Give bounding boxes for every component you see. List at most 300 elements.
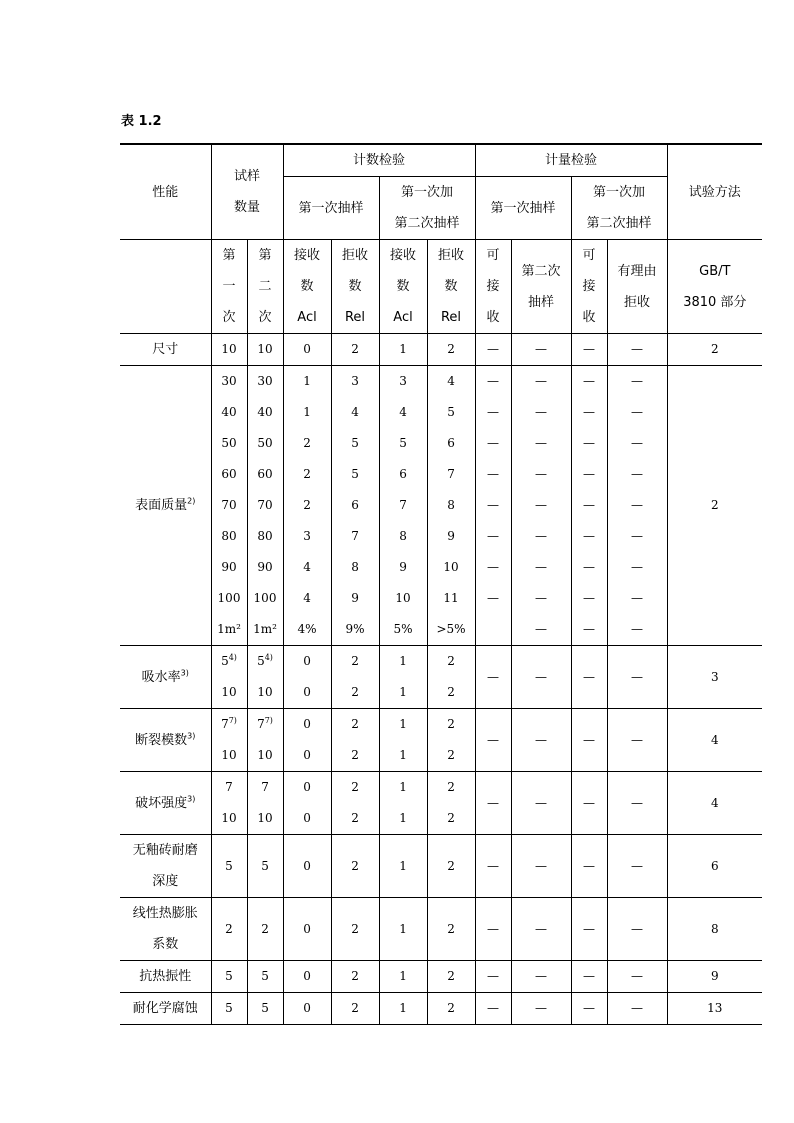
test-method-value [667, 709, 762, 772]
cell-text: 70 [221, 498, 237, 512]
cell-text: 5 [221, 654, 229, 668]
cell-text: 2 [710, 342, 719, 356]
table-cell [379, 521, 427, 552]
cell-line: 3810 部分 [683, 294, 747, 310]
table-cell [427, 677, 475, 709]
header-second-sampling [511, 240, 571, 334]
table-cell [571, 614, 607, 646]
table-cell [511, 552, 571, 583]
cell-text: 10 [221, 342, 237, 356]
table-cell [247, 835, 283, 898]
cell-text: — [487, 969, 500, 983]
cell-text: — [631, 374, 644, 388]
table-cell [607, 428, 667, 459]
table-cell [607, 521, 667, 552]
table-cell [331, 740, 379, 772]
table-cell [379, 490, 427, 521]
cell-line: 拒收 [624, 294, 651, 310]
cell-text: — [487, 858, 500, 873]
cell-text: 耐化学腐蚀 [132, 1001, 198, 1016]
cell-text: 2 [447, 717, 455, 731]
cell-line: Rel [440, 310, 462, 325]
cell-text: 0 [303, 921, 311, 936]
cell-text: — [535, 374, 548, 388]
cell-text: 1 [399, 342, 407, 356]
property-name [120, 835, 211, 898]
table-row [120, 709, 762, 741]
table-cell [247, 428, 283, 459]
cell-line: 接收 [390, 248, 417, 263]
table-cell [475, 334, 511, 366]
cell-text: — [487, 921, 500, 936]
cell-text: 2 [710, 498, 719, 512]
table-cell [283, 898, 331, 961]
table-cell [283, 583, 331, 614]
cell-text: 尺寸 [152, 342, 179, 357]
table-cell [331, 552, 379, 583]
table-cell [331, 521, 379, 552]
cell-text: — [535, 858, 548, 873]
table-cell [667, 835, 762, 898]
table-cell [120, 240, 211, 334]
table-cell [379, 366, 427, 398]
footnote-mark: 4) [228, 653, 237, 662]
table-cell [247, 397, 283, 428]
property-name [120, 898, 211, 961]
header-first-sampling [283, 177, 379, 240]
property-name [120, 709, 211, 772]
cell-text: 80 [257, 529, 273, 543]
cell-text: 2 [351, 780, 359, 794]
cell-text: 性能 [152, 184, 179, 200]
cell-line: 接 [582, 279, 596, 294]
cell-text: 80 [221, 529, 237, 543]
cell-text: — [487, 732, 500, 747]
table-cell [331, 709, 379, 741]
table-cell [475, 583, 511, 614]
table-cell [475, 898, 511, 961]
cell-line: 数 [444, 279, 458, 294]
table-cell [571, 961, 607, 993]
cell-text: 0 [303, 858, 311, 873]
cell-text: — [487, 560, 500, 574]
sampling-table [120, 143, 762, 1025]
table-cell [283, 961, 331, 993]
cell-text: 13 [707, 1001, 723, 1015]
cell-text: 5 [261, 1001, 269, 1015]
header-first-sampling [475, 177, 571, 240]
cell-text: 0 [303, 342, 311, 356]
cell-line: 第二次抽样 [394, 216, 460, 231]
table-cell [247, 366, 283, 398]
property-name [120, 646, 211, 709]
footnote-mark: 3) [180, 668, 189, 678]
table-cell [283, 490, 331, 521]
table-cell [511, 835, 571, 898]
table-cell [283, 614, 331, 646]
table-cell [247, 740, 283, 772]
cell-text: 0 [303, 780, 311, 794]
table-cell [247, 552, 283, 583]
cell-line: 数 [396, 279, 410, 294]
table-cell [331, 835, 379, 898]
cell-text: — [487, 342, 500, 356]
table-cell [331, 366, 379, 398]
table-row [120, 898, 762, 961]
cell-text: — [583, 374, 596, 388]
cell-text: 7 [261, 780, 269, 794]
table-cell [571, 521, 607, 552]
cell-text: 5 [257, 654, 265, 668]
cell-text: — [535, 467, 548, 481]
cell-text: 0 [303, 654, 311, 668]
table-cell [607, 646, 667, 709]
cell-line: 第二次 [521, 263, 561, 279]
cell-text: 90 [221, 560, 237, 574]
table-cell [211, 521, 247, 552]
cell-text: 4 [710, 795, 719, 810]
table-row [120, 397, 762, 428]
cell-text: 抗热振性 [139, 969, 192, 984]
table-cell [511, 898, 571, 961]
cell-line: 数量 [234, 200, 261, 215]
cell-text: 3 [351, 374, 359, 388]
cell-line: 第一次加 [401, 185, 454, 200]
cell-text: 0 [303, 717, 311, 731]
table-cell [475, 428, 511, 459]
table-cell [427, 552, 475, 583]
table-row [120, 144, 762, 177]
cell-text: 10 [257, 342, 273, 356]
table-cell [247, 772, 283, 804]
table-cell [211, 583, 247, 614]
table-cell [211, 740, 247, 772]
cell-text: — [535, 669, 548, 684]
cell-line: 数 [348, 279, 362, 294]
table-cell [247, 709, 283, 741]
cell-text: — [583, 732, 596, 747]
table-cell [475, 709, 511, 772]
cell-text: — [583, 1001, 596, 1015]
table-cell [427, 459, 475, 490]
cell-line: 可 [582, 248, 596, 263]
table-cell [379, 835, 427, 898]
table-cell [211, 898, 247, 961]
table-cell [211, 772, 247, 804]
cell-text: — [583, 342, 596, 356]
cell-text: >5% [436, 622, 466, 636]
header-first-plus-second [571, 177, 667, 240]
table-cell [331, 898, 379, 961]
header-sample-qty [211, 144, 283, 240]
cell-line: 拒收 [438, 248, 465, 263]
table-cell [379, 428, 427, 459]
footnote-mark: 2) [187, 496, 196, 506]
cell-text: 2 [351, 858, 359, 873]
cell-text: 100 [217, 591, 241, 605]
cell-text: 1 [399, 780, 407, 794]
cell-text: 9 [710, 969, 719, 983]
table-cell [571, 835, 607, 898]
table-cell [571, 772, 607, 835]
cell-text: — [487, 1001, 500, 1015]
table-cell [283, 677, 331, 709]
table-cell [331, 490, 379, 521]
table-cell [247, 521, 283, 552]
table-cell [211, 366, 247, 398]
table-cell [283, 428, 331, 459]
cell-text: — [487, 498, 500, 512]
cell-text: — [535, 560, 548, 574]
cell-text: 5 [225, 969, 233, 983]
cell-text: 9 [447, 529, 455, 543]
table-cell [283, 772, 331, 804]
cell-text: 2 [447, 654, 455, 668]
cell-text: 30 [221, 374, 237, 388]
cell-line: 无釉砖耐磨 [132, 843, 198, 858]
footnote-mark: 4) [264, 653, 273, 662]
cell-text: 1 [303, 405, 311, 419]
table-cell [211, 677, 247, 709]
cell-text: 5 [225, 1001, 233, 1015]
cell-text: — [631, 1001, 644, 1015]
cell-text: — [535, 795, 548, 810]
table-cell [607, 614, 667, 646]
table-cell [247, 993, 283, 1025]
cell-text: — [631, 669, 644, 684]
cell-text: 5 [261, 969, 269, 983]
table-cell [607, 993, 667, 1025]
cell-text: — [583, 498, 596, 512]
table-cell [379, 961, 427, 993]
table-cell [511, 397, 571, 428]
cell-text: 30 [257, 374, 273, 388]
table-row [120, 614, 762, 646]
table-cell [247, 490, 283, 521]
table-cell [667, 961, 762, 993]
cell-text: 2 [261, 921, 269, 936]
cell-text: 0 [303, 748, 311, 762]
cell-text: 试验方法 [688, 184, 741, 200]
table-cell [571, 490, 607, 521]
cell-line: 拒收 [342, 248, 369, 263]
table-row [120, 521, 762, 552]
table-cell [427, 521, 475, 552]
cell-text: 2 [303, 498, 311, 512]
table-cell [475, 993, 511, 1025]
table-cell [211, 961, 247, 993]
cell-text: — [487, 529, 500, 543]
cell-text: 6 [351, 498, 359, 512]
cell-text: 4 [399, 405, 407, 419]
cell-text: 1 [399, 1001, 407, 1015]
table-cell [283, 459, 331, 490]
table-cell [247, 614, 283, 646]
table-cell [331, 614, 379, 646]
cell-text: — [487, 591, 500, 605]
cell-line: Acl [297, 310, 317, 325]
cell-text: 6 [710, 858, 719, 873]
header-acceptable [475, 240, 511, 334]
header-reject-no [427, 240, 475, 334]
header-measure-inspection [475, 144, 667, 177]
cell-text: — [535, 921, 548, 936]
header-count-inspection [283, 144, 475, 177]
table-cell [427, 397, 475, 428]
cell-text: — [535, 732, 548, 747]
cell-text: — [583, 622, 596, 636]
cell-text: 5 [351, 467, 359, 481]
cell-text: 7 [257, 717, 265, 731]
table-cell [331, 428, 379, 459]
table-cell [247, 898, 283, 961]
table-cell [427, 646, 475, 678]
table-cell [283, 740, 331, 772]
cell-text: — [631, 969, 644, 983]
table-cell [283, 334, 331, 366]
cell-text: — [583, 795, 596, 810]
table-cell [331, 583, 379, 614]
table-cell [667, 898, 762, 961]
table-cell [331, 397, 379, 428]
table-cell [427, 740, 475, 772]
cell-text: — [583, 669, 596, 684]
cell-text: 90 [257, 560, 273, 574]
cell-text: — [631, 921, 644, 936]
table-cell [511, 709, 571, 772]
cell-text: 70 [257, 498, 273, 512]
table-cell [283, 521, 331, 552]
cell-text: 3 [303, 529, 311, 543]
cell-text: — [631, 560, 644, 574]
table-cell [571, 709, 607, 772]
cell-text: 5 [261, 858, 269, 873]
cell-text: 4 [447, 374, 455, 388]
cell-line: 线性热膨胀 [132, 906, 198, 921]
table-cell [427, 835, 475, 898]
cell-text: — [631, 405, 644, 419]
cell-text: 10 [443, 560, 459, 574]
table-cell [607, 366, 667, 398]
cell-text: 1 [399, 921, 407, 936]
table-cell [571, 397, 607, 428]
table-cell [331, 334, 379, 366]
table-row [120, 240, 762, 334]
cell-text: 1 [399, 654, 407, 668]
table-row [120, 993, 762, 1025]
table-cell [607, 898, 667, 961]
cell-text: 8 [710, 921, 719, 936]
table-cell [379, 459, 427, 490]
cell-text: — [631, 498, 644, 512]
cell-text: 断裂模数 [135, 732, 188, 748]
table-cell [331, 803, 379, 835]
table-cell [211, 709, 247, 741]
cell-text: — [535, 342, 548, 356]
test-method-value [667, 646, 762, 709]
cell-line: 可 [486, 248, 500, 263]
table-cell [331, 646, 379, 678]
table-cell [511, 583, 571, 614]
table-cell [331, 459, 379, 490]
test-method-value [667, 772, 762, 835]
table-cell [283, 397, 331, 428]
cell-text: 8 [351, 560, 359, 574]
cell-text: 100 [253, 591, 277, 605]
cell-text: 2 [447, 780, 455, 794]
cell-text: — [631, 795, 644, 810]
cell-text: 2 [351, 685, 359, 699]
table-cell [511, 366, 571, 398]
cell-text: 5 [225, 858, 233, 873]
table-cell [283, 646, 331, 678]
test-method-value [667, 366, 762, 646]
table-cell [379, 397, 427, 428]
cell-text: 1m² [253, 622, 277, 636]
table-cell [571, 552, 607, 583]
cell-text: — [583, 858, 596, 873]
cell-line: 收 [582, 310, 596, 325]
cell-text: 5 [447, 405, 455, 419]
table-cell [379, 614, 427, 646]
table-cell [571, 428, 607, 459]
table-cell [247, 961, 283, 993]
cell-text: 计量检验 [545, 153, 598, 168]
cell-text: 5% [393, 622, 413, 636]
header-acceptable [571, 240, 607, 334]
header-reject-no [331, 240, 379, 334]
cell-text: — [487, 374, 500, 388]
table-cell [475, 646, 511, 709]
table-cell [511, 772, 571, 835]
cell-text: 0 [303, 811, 311, 825]
cell-text: 2 [447, 1001, 455, 1015]
cell-text: — [583, 560, 596, 574]
cell-line: 第一次加 [593, 185, 646, 200]
cell-text: — [583, 467, 596, 481]
table-cell [427, 334, 475, 366]
cell-text: 1 [399, 717, 407, 731]
cell-text: — [487, 669, 500, 684]
cell-text: 6 [399, 467, 407, 481]
table-cell [247, 646, 283, 678]
table-cell [511, 428, 571, 459]
table-cell [331, 677, 379, 709]
table-cell [427, 993, 475, 1025]
table-cell [475, 552, 511, 583]
table-cell [211, 614, 247, 646]
header-property [120, 144, 211, 240]
table-caption: 表 1.2 [121, 114, 162, 129]
table-cell [379, 677, 427, 709]
cell-line: 抽样 [528, 294, 555, 310]
table-cell [571, 583, 607, 614]
table-row [120, 459, 762, 490]
table-cell [475, 459, 511, 490]
cell-text: 2 [351, 811, 359, 825]
cell-text: 7 [399, 498, 407, 512]
table-cell [511, 646, 571, 709]
cell-text: 2 [351, 921, 359, 936]
cell-text: 1 [399, 685, 407, 699]
cell-text: 1 [399, 811, 407, 825]
cell-text: — [583, 969, 596, 983]
table-cell [379, 803, 427, 835]
cell-text: 10 [257, 811, 273, 825]
cell-text: 9 [399, 560, 407, 574]
table-cell [427, 803, 475, 835]
table-cell [331, 772, 379, 804]
